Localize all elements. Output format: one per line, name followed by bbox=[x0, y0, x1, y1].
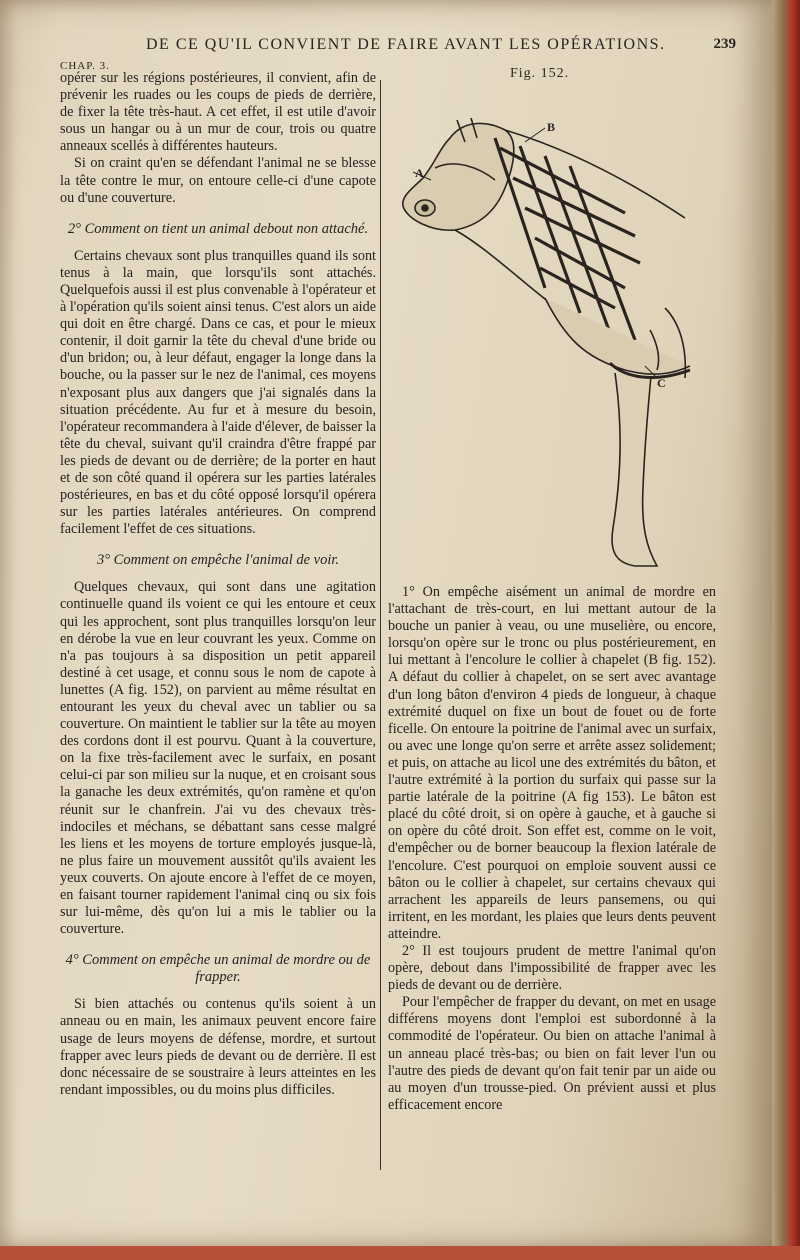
section-heading: 4° Comment on empêche un animal de mordre ou de frapper. bbox=[65, 952, 371, 986]
paragraph: Quelques chevaux, qui sont dans une agitation continuelle quand ils voient ce qui les entoure et ceux qui les approchent, sont plus tranquilles lorsqu'on leur en dérobe la vue en leur couvrant les yeux. Comme on n'a pas toujours à sa disposition un petit appareil destiné à cet usage, et connu sous le nom de capote à lunettes (A fig. 152), on parvient au même résultat en entourant les yeux du cheval avec un tablier ou sa couverture. On maintient le tablier sur la tête au moyen des cordons dont il est pourvu. Quant à la couverture, on la fixe très-facilement avec le surfaix, en posant celui-ci par son milieu sur la nuque, et en croisant sous la ganache les deux extrémités, qu'on ramène et qu'on réunit sur le chanfrein. J'ai vu des chevaux très-indociles et méchans, se débattant sans cesse malgré les liens et les moyens de torture employés jusque-là, ne plus faire un mouvement aussitôt qu'ils avaient les yeux couverts. On ajoute encore à l'effet de ce moyen, en faisant tourner rapidement l'animal cinq ou six fois sur lui-même, dès qu'on lui a mis le tablier ou la couverture. bbox=[60, 579, 376, 938]
left-column bbox=[60, 70, 376, 1099]
horse-collar-figure bbox=[395, 108, 720, 578]
figure-label-c: C bbox=[657, 376, 666, 390]
paragraph: Si bien attachés ou contenus qu'ils soient à un anneau ou en main, les animaux peuvent encore faire usage de leurs moyens de défense, mordre, et surtout frapper avec leurs pieds de devant ou de derrière. Il est donc nécessaire de se soustraire à leurs atteintes en les rendant impossibles, ou du moins plus difficiles. bbox=[60, 996, 376, 1098]
paragraph: opérer sur les régions postérieures, il convient, afin de prévenir les ruades ou les coups de pieds de derrière, de fixer la tête très-haut. A cet effet, il est utile d'avoir sous un hangar ou à un mur de cour, trois ou quatre anneaux scellés à différentes hauteurs. bbox=[60, 70, 376, 155]
figure-label-b: B bbox=[547, 120, 556, 134]
figure-caption: Fig. 152. bbox=[510, 66, 570, 81]
paragraph: Certains chevaux sont plus tranquilles quand ils sont tenus à la main, que lorsqu'ils sont attachés. Quelquefois aussi il est plus convenable à l'opérateur et à l'opération qu'ils soient ainsi tenus. C'est alors un aide qui doit en être chargé. Dans ce cas, et pour le mieux contenir, il doit garnir la tête du cheval d'une bride ou d'un bridon; ou, à leur défaut, engager la longe dans la bouche, ou la passer sur le nez de l'animal, ces moyens n'exposant plus aux dangers que j'ai signalés dans la situation précédente. Au fur et à mesure du besoin, l'opérateur recommandera à l'aide d'élever, de baisser la tête du cheval, suivant qu'il craindra d'être frappé par les pieds de devant ou de derrière; de la porter en haut et de son côté quand il opérera sur les parties latérales postérieures, en bas et du côté opposé lorsqu'il opérera sur les parties latérales antérieures. On comprend facilement l'effet de ces situations. bbox=[60, 247, 376, 538]
book-edge bbox=[772, 0, 800, 1260]
section-heading: 2° Comment on tient un animal debout non attaché. bbox=[67, 220, 369, 237]
paragraph: Si on craint qu'en se défendant l'animal ne se blesse la tête contre le mur, on entoure celle-ci d'une capote ou d'une couverture. bbox=[60, 155, 376, 206]
horse-illustration bbox=[395, 108, 720, 578]
paragraph: 1° On empêche aisément un animal de mordre en l'attachant de très-court, en lui mettant autour de la bouche un panier à veau, ou une muselière, ou encore, lorsqu'on opère sur le tronc ou plus postérieurement, en lui mettant à l'encolure le collier à chapelet (B fig. 152). A défaut du collier à chapelet, on se sert avec avantage d'un long bâton d'environ 4 pieds de longueur, à chaque extrémité duquel on fixe un bout de fouet ou de forte ficelle. On entoure la poitrine de l'animal avec un surfaix, ou avec une longe qu'on serre et arrête assez solidement; et puis, on attache au licol une des extrémités du bâton, et l'autre extrémité à la portion du surfaix qui passe sur la partie latérale de la poitrine (A fig 153). Le bâton est placé du côté droit, si on opère à gauche, et à gauche si on opère du côté droit. Son effet est, comme on le voit, d'empêcher ou de borner beaucoup la flexion latérale de l'encolure. C'est pourquoi on emploie souvent aussi ce bâton ou le collier à chapelet, sur certains chevaux qui arrachent les appareils de leurs pansemens, ou qui irritent, en les mordant, les plaies que leurs dents peuvent atteindre. bbox=[388, 584, 716, 942]
paragraph: Pour l'empêcher de frapper du devant, on met en usage différens moyens dont l'emploi est subordonné à la commodité de l'opérateur. Ou bien on attache l'animal à un anneau placé très-bas; ou bien on fait lever l'un ou l'autre des pieds de devant qu'on fait tenir par un aide ou au moyen d'un trousse-pied. On prévient aussi et plus efficacement encore bbox=[388, 994, 716, 1113]
figure-label-a: A bbox=[415, 166, 424, 180]
page-bottom-edge bbox=[0, 1246, 800, 1260]
section-heading: 3° Comment on empêche l'animal de voir. bbox=[96, 552, 340, 569]
running-title: DE CE QU'IL CONVIENT DE FAIRE AVANT LES OPÉRATIONS. bbox=[146, 36, 666, 53]
page-header bbox=[60, 36, 736, 72]
chapter-label: CHAP. 3. bbox=[60, 60, 110, 72]
paragraph: 2° Il est toujours prudent de mettre l'animal qu'on opère, debout dans l'impossibilité de frapper avec les pieds de devant ou de derrière. bbox=[388, 942, 716, 994]
column-divider bbox=[380, 80, 381, 1170]
right-column bbox=[388, 584, 716, 1114]
page-number: 239 bbox=[713, 36, 736, 52]
